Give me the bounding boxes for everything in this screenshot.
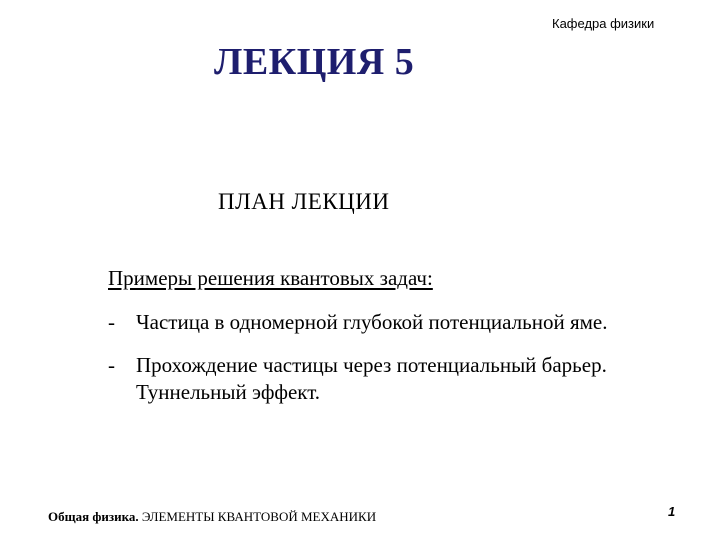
plan-list [108, 309, 668, 422]
department-label: Кафедра физики [552, 16, 655, 31]
lecture-title: ЛЕКЦИЯ 5 [214, 41, 415, 83]
list-item [108, 309, 668, 336]
footer-course-bold: Общая физика. [48, 509, 139, 524]
footer-course [48, 509, 376, 525]
plan-intro: Примеры решения квантовых задач: [108, 266, 433, 290]
list-item-text: Прохождение частицы через потенциальный барьер. Туннельный эффект. [136, 353, 607, 404]
list-item [108, 352, 668, 406]
footer-course-rest: ЭЛЕМЕНТЫ КВАНТОВОЙ МЕХАНИКИ [138, 509, 377, 524]
page-number: 1 [668, 504, 676, 519]
bullet-dash: - [108, 353, 115, 377]
bullet-dash: - [108, 310, 115, 334]
plan-heading: ПЛАН ЛЕКЦИИ [218, 189, 390, 214]
list-item-text: Частица в одномерной глубокой потенциальной яме. [136, 310, 608, 334]
